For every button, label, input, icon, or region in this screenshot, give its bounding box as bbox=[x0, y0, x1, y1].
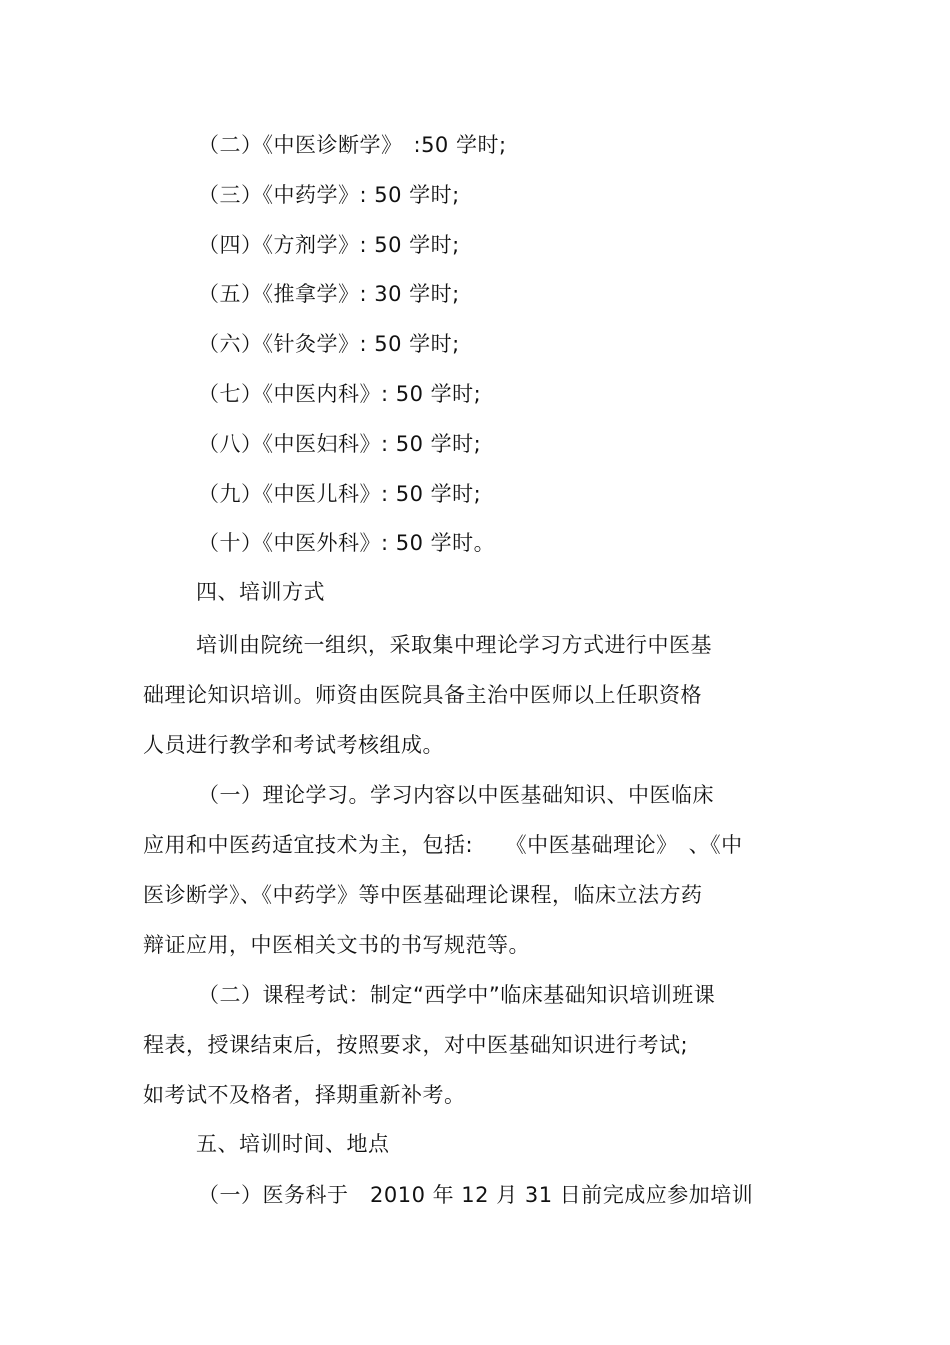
section-heading: 五、培训时间、地点 bbox=[196, 1132, 390, 1156]
section-heading: 四、培训方式 bbox=[196, 580, 325, 604]
paragraph-line: （一）理论学习。学习内容以中医基础知识、中医临床 bbox=[198, 783, 714, 807]
course-item-10: （十）《中医外科》: 50 学时。 bbox=[198, 531, 496, 555]
paragraph-line: 应用和中医药适宜技术为主，包括: 《中医基础理论》 、《中 bbox=[143, 833, 743, 857]
course-item-3: （三）《中药学》: 50 学时; bbox=[198, 183, 460, 207]
course-item-6: （六）《针灸学》: 50 学时; bbox=[198, 332, 460, 356]
paragraph-line: （二）课程考试：制定“西学中”临床基础知识培训班课 bbox=[198, 983, 716, 1007]
course-item-4: （四）《方剂学》: 50 学时; bbox=[198, 233, 460, 257]
paragraph-line: 人员进行教学和考试考核组成。 bbox=[143, 733, 444, 757]
course-item-2: （二）《中医诊断学》 :50 学时; bbox=[198, 133, 507, 157]
course-item-9: （九）《中医儿科》: 50 学时; bbox=[198, 482, 482, 506]
paragraph-line: （一）医务科于 2010 年 12 月 31 日前完成应参加培训 bbox=[198, 1183, 754, 1207]
paragraph-line: 医诊断学》、《中药学》等中医基础理论课程，临床立法方药 bbox=[143, 883, 703, 907]
paragraph-line: 程表，授课结束后，按照要求，对中医基础知识进行考试; bbox=[143, 1033, 689, 1057]
paragraph-line: 辩证应用，中医相关文书的书写规范等。 bbox=[143, 933, 530, 957]
paragraph-line: 础理论知识培训。师资由医院具备主治中医师以上任职资格 bbox=[143, 683, 702, 707]
course-item-8: （八）《中医妇科》: 50 学时; bbox=[198, 432, 482, 456]
paragraph-line: 培训由院统一组织，采取集中理论学习方式进行中医基 bbox=[196, 633, 712, 657]
paragraph-line: 如考试不及格者，择期重新补考。 bbox=[143, 1083, 466, 1107]
course-item-5: （五）《推拿学》: 30 学时; bbox=[198, 282, 460, 306]
course-item-7: （七）《中医内科》: 50 学时; bbox=[198, 382, 482, 406]
